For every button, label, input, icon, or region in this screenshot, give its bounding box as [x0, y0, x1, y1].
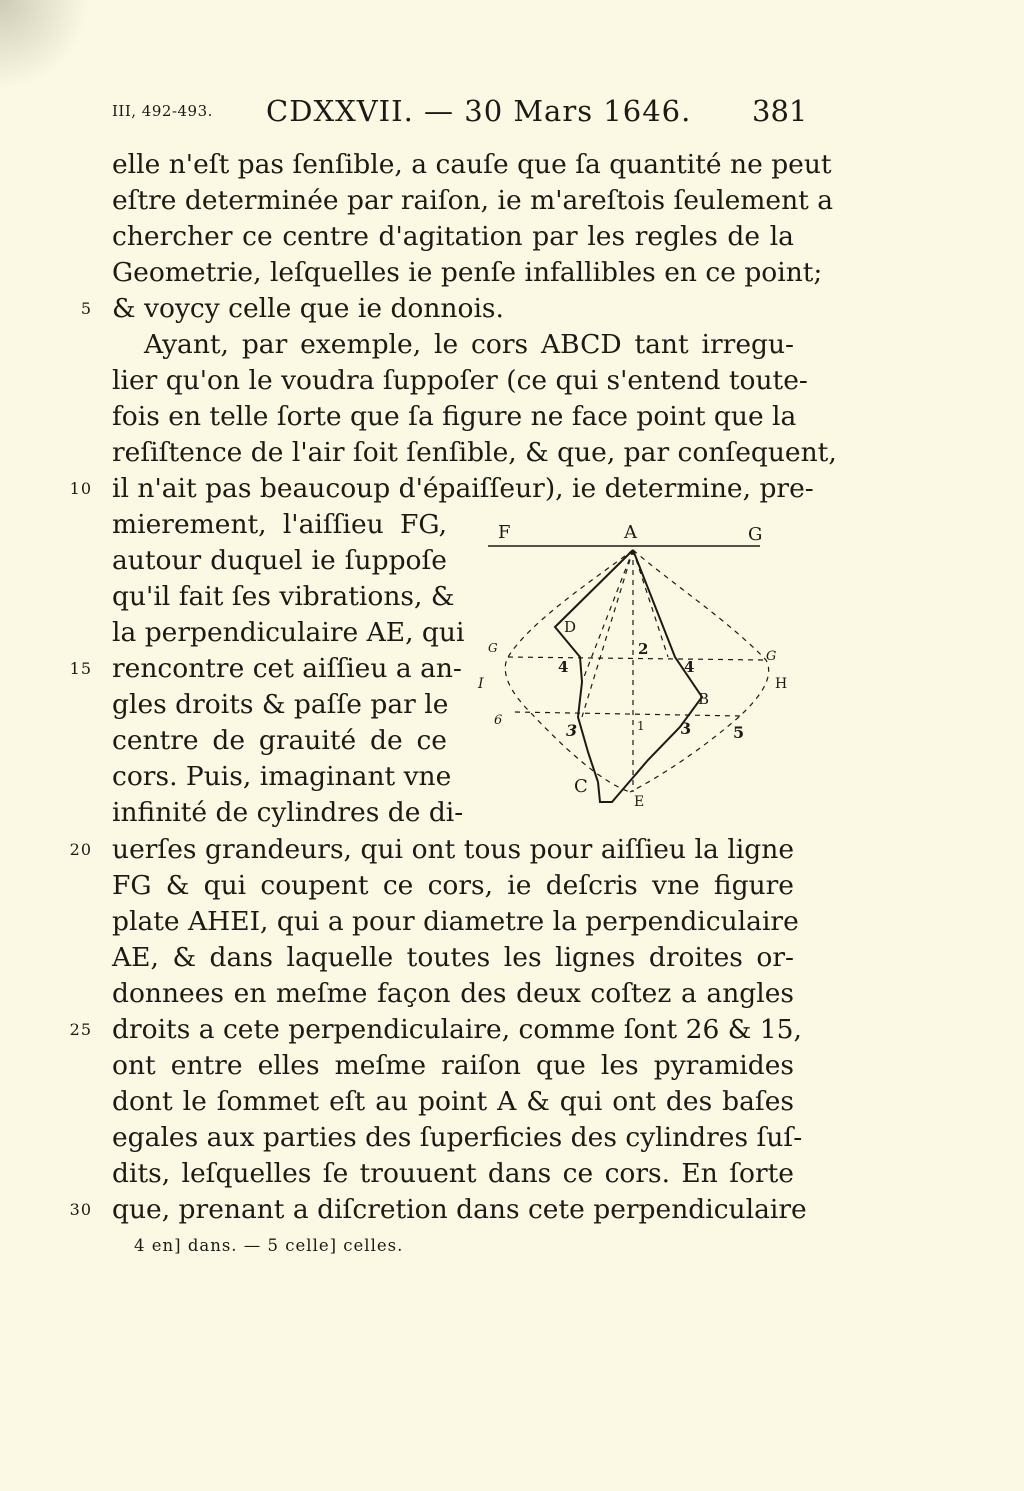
text-line: que, prenant a diſcretion dans cete perpendiculaire [112, 1194, 807, 1225]
text-line: egales aux parties des ſuperficies des cylindres ſuſ- [112, 1122, 803, 1153]
text-line: AE, & dans laquelle toutes les lignes droites or- [112, 942, 794, 973]
text-line: lier qu'on le voudra ſuppoſer (ce qui s'entend toute- [112, 365, 808, 396]
text-line: dits, leſquelles ſe trouuent dans ce cors. En ſorte [112, 1158, 794, 1189]
text-line: gles droits & paſſe par le [112, 689, 449, 720]
line-number: 30 [69, 1200, 92, 1219]
geometric-figure [470, 512, 800, 822]
text-line: Geometrie, leſquelles ie penſe infallibles en ce point; [112, 257, 823, 288]
text-line: centre de grauité de ce [112, 725, 447, 756]
pyramid-line [582, 550, 633, 682]
text-line: cors. Puis, imaginant vne [112, 761, 452, 792]
text-line: uerſes grandeurs, qui ont tous pour aiſſieu la ligne [112, 834, 794, 865]
label-g-right: G [766, 649, 777, 664]
page-corner-shadow [0, 0, 90, 90]
text-line: eſtre determinée par raiſon, ie m'areſtois ſeulement a [112, 185, 834, 216]
page-header [0, 94, 1024, 134]
line-number: 20 [69, 840, 92, 859]
label-2: 2 [638, 640, 649, 658]
line-number: 10 [69, 479, 92, 498]
label-3-right: 3 [680, 719, 692, 738]
label-3-left: 3 [566, 721, 578, 740]
label-4-right: 4 [684, 658, 695, 676]
text-line: plate AHEI, qui a pour diametre la perpendiculaire [112, 906, 799, 937]
text-line: chercher ce centre d'agitation par les regles de la [112, 221, 794, 252]
text-line: la perpendiculaire AE, qui [112, 617, 465, 648]
letter-title: CDXXVII. — 30 Mars 1646. [266, 94, 692, 128]
label-1: 1 [637, 719, 645, 733]
chord-lower [515, 712, 740, 716]
line-number: 5 [80, 299, 92, 318]
label-f: F [498, 522, 511, 543]
text-line: infinité de cylindres de di- [112, 797, 464, 828]
text-line: il n'ait pas beaucoup d'épaiſſeur), ie determine, pre- [112, 473, 814, 504]
label-g: G [748, 524, 763, 545]
text-line: rencontre cet aiſſieu a an- [112, 653, 462, 684]
chord-upper [508, 657, 766, 660]
text-line: donnees en meſme façon des deux coſtez a angles [112, 978, 794, 1009]
text-line: reſiſtence de l'air ſoit ſenſible, & que, par conſequent, [112, 437, 837, 468]
label-e: E [634, 794, 645, 810]
text-line: & voycy celle que ie donnois. [112, 293, 504, 324]
page-number: 381 [752, 94, 808, 128]
line-number: 25 [69, 1020, 92, 1039]
text-line: FG & qui coupent ce cors, ie deſcris vne figure [112, 870, 794, 901]
footnote: 4 en] dans. — 5 celle] celles. [134, 1236, 404, 1255]
text-line: dont le ſommet eſt au point A & qui ont des baſes [112, 1086, 794, 1117]
label-b: B [698, 690, 710, 708]
label-h: H [775, 676, 788, 692]
text-line: ont entre elles meſme raiſon que les pyramides [112, 1050, 794, 1081]
label-g-left: G [488, 641, 498, 655]
label-5: 5 [733, 723, 745, 742]
label-d: D [564, 618, 577, 636]
text-line: Ayant, par exemple, le cors ABCD tant irregu- [144, 329, 794, 360]
curve-left [505, 550, 633, 792]
text-line: mierement, l'aiſſieu FG, [112, 509, 447, 540]
label-a: A [624, 522, 637, 543]
body-outline-right [598, 550, 702, 802]
label-i: I [478, 676, 484, 692]
text-line: autour duquel ie ſuppoſe [112, 545, 447, 576]
volume-reference: III, 492-493. [112, 102, 213, 120]
line-number: 15 [69, 659, 92, 678]
text-line: elle n'eſt pas ſenſible, a cauſe que ſa quantité ne peut [112, 149, 832, 180]
label-6: 6 [494, 713, 503, 728]
label-4-left: 4 [558, 658, 569, 676]
label-c: C [574, 776, 588, 797]
text-line: droits a cete perpendiculaire, comme ſont 26 & 15, [112, 1014, 802, 1045]
figure-drawing [470, 512, 800, 822]
text-line: qu'il fait ſes vibrations, & [112, 581, 455, 612]
text-line: fois en telle ſorte que ſa figure ne face point que la [112, 401, 797, 432]
